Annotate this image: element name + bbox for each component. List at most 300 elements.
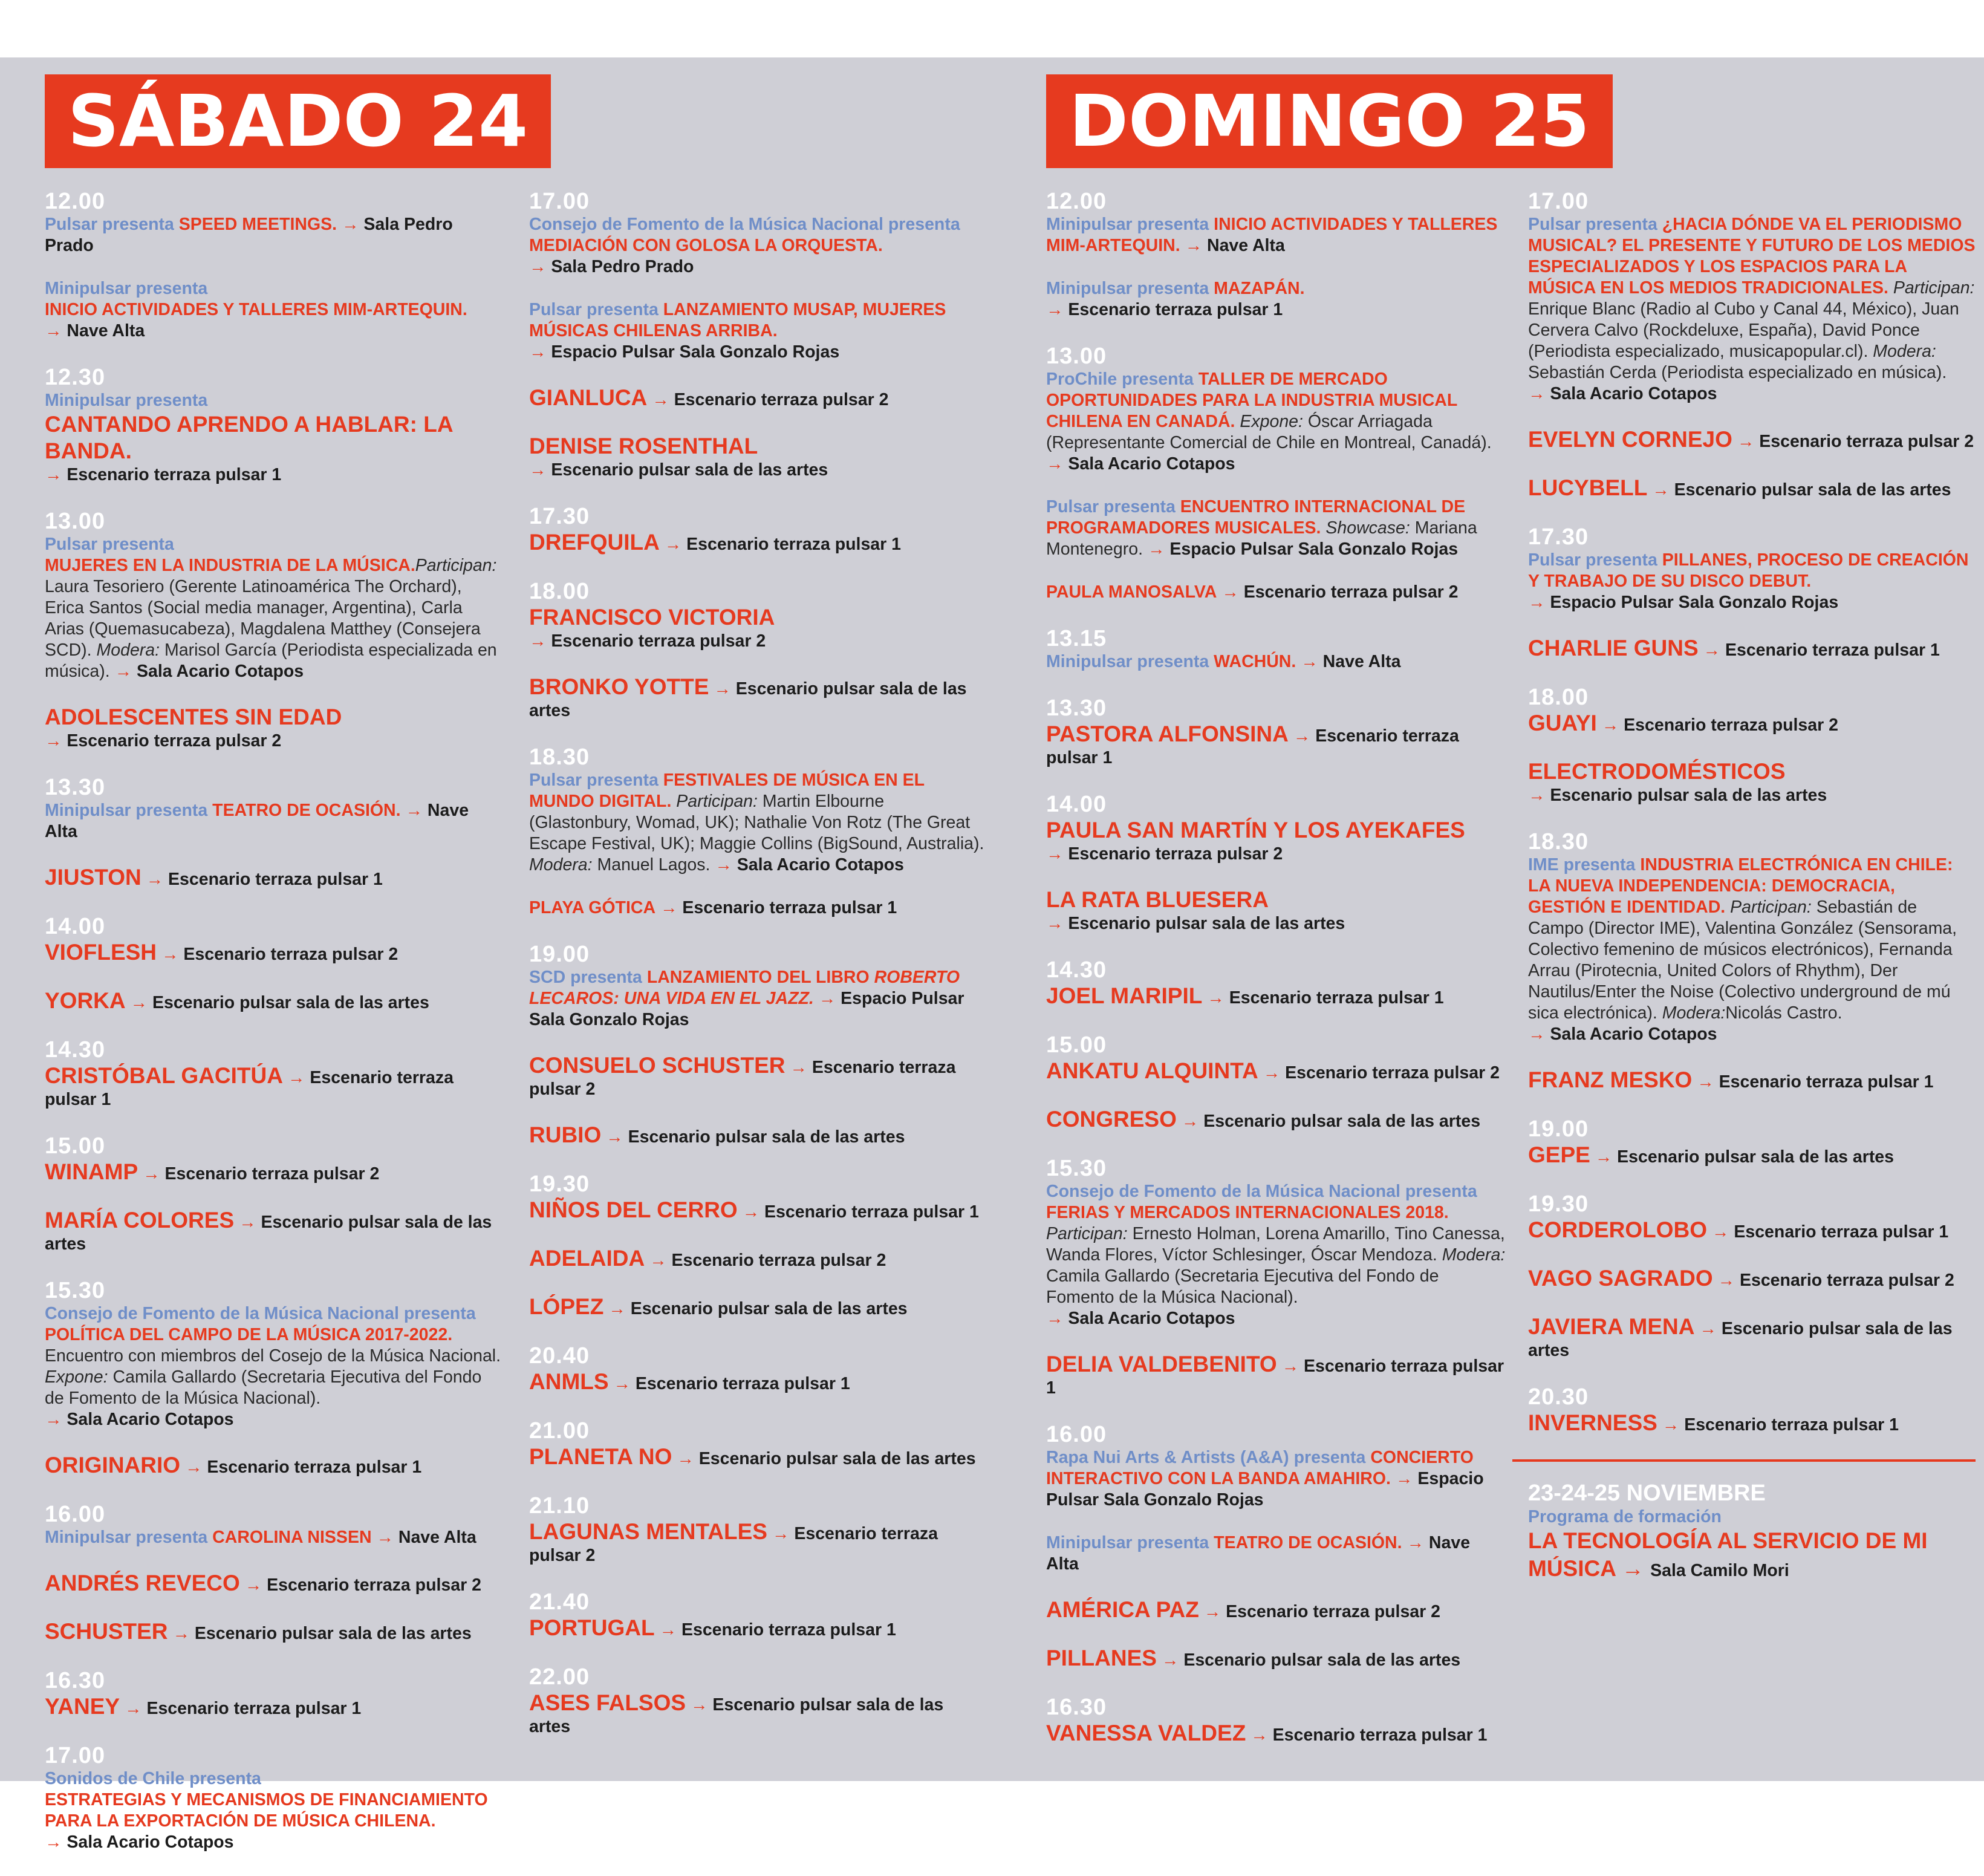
event-title: ¿HACIA DÓNDE VA EL PERIODISMO MUSICAL? EL PRESENTE Y FUTURO DE LOS MEDIOS ESPECIALIZADOS Y LOS ESPACIOS PARA LA MÚSICA EN LOS MEDIOS TRADICIONALES.: [1528, 215, 1976, 298]
time-slot: [45, 509, 504, 752]
presenter-text: Minipulsar presenta: [1046, 215, 1214, 234]
presenter-text: SCD presenta: [529, 968, 647, 987]
artist-name: ANMLS: [529, 1369, 609, 1394]
venue-name: Escenario pulsar sala de las artes: [45, 1213, 492, 1254]
schedule-event: [529, 433, 989, 481]
venue-name: Escenario terraza pulsar 2: [671, 1251, 886, 1270]
venue-name: Escenario terraza pulsar 1: [1229, 988, 1444, 1008]
venue-name: Escenario terraza pulsar 2: [551, 631, 766, 651]
artist-name: RUBIO: [529, 1122, 602, 1147]
venue-name: Escenario terraza pulsar 2: [67, 731, 282, 751]
artist-name: JOEL MARIPIL: [1046, 983, 1203, 1008]
schedule-event: [1046, 1720, 1506, 1747]
detail-text: Camila Gallardo (Secretaria Ejecutiva del Fondo de Fomento de la Música Nacional).: [45, 1367, 482, 1408]
arrow-icon: →: [1717, 1271, 1735, 1290]
time-slot: [529, 1343, 989, 1395]
schedule-event: [45, 1768, 504, 1853]
detail-label: Modera:: [96, 640, 160, 660]
arrow-icon: →: [790, 1058, 807, 1077]
arrow-icon: →: [818, 989, 836, 1008]
artist-name: ANKATU ALQUINTA: [1046, 1058, 1258, 1083]
time-slot: [45, 1037, 504, 1110]
venue-name: Escenario pulsar sala de las artes: [1674, 480, 1951, 500]
arrow-icon: →: [649, 1251, 667, 1270]
schedule-event: [1046, 1058, 1506, 1084]
schedule-event: [529, 1052, 989, 1100]
schedule-event: [529, 385, 989, 411]
event-title: PLAYA GÓTICA: [529, 898, 656, 917]
artist-name: CONGRESO: [1046, 1107, 1177, 1132]
artist-name: CANTANDO APRENDO A HABLAR: LA BANDA.: [45, 412, 453, 463]
schedule-event: [45, 1570, 504, 1597]
time-label: 20.40: [529, 1343, 590, 1369]
time-slot: [529, 189, 989, 481]
venue-name: Espacio Pulsar Sala Gonzalo Rojas: [1046, 1469, 1484, 1510]
arrow-icon: →: [1161, 1650, 1179, 1670]
arrow-icon: →: [1528, 593, 1546, 612]
schedule-event: [529, 897, 989, 919]
event-title: CONCIERTO INTERACTIVO CON LA BANDA AMAHIRO.: [1046, 1448, 1474, 1488]
time-label: 16.30: [1046, 1695, 1107, 1720]
venue-name: Escenario terraza pulsar 1: [1684, 1415, 1899, 1435]
artist-name: MARÍA COLORES: [45, 1208, 235, 1233]
artist-name: JAVIERA MENA: [1528, 1314, 1695, 1339]
artist-name: GUAYI: [1528, 711, 1597, 735]
artist-name: VIOFLESH: [45, 940, 157, 965]
time-slot: [45, 914, 504, 1014]
arrow-icon: →: [652, 390, 669, 409]
venue-name: Sala Pedro Prado: [45, 215, 453, 255]
schedule-event: [1046, 214, 1506, 256]
artist-name: ADELAIDA: [529, 1246, 645, 1271]
time-label: 22.00: [529, 1664, 590, 1690]
detail-text: Camila Gallardo (Secretaria Ejecutiva del Fondo de Fomento de la Música Nacional).: [1046, 1266, 1439, 1307]
venue-name: Escenario terraza pulsar 2: [674, 390, 889, 409]
schedule-event: [529, 1369, 989, 1395]
arrow-icon: →: [1662, 1415, 1680, 1435]
venue-name: Escenario pulsar sala de las artes: [1183, 1650, 1461, 1670]
schedule-event: [45, 1207, 504, 1255]
event-title: LANZAMIENTO DEL LIBRO: [646, 968, 874, 987]
arrow-icon: →: [1703, 640, 1721, 660]
schedule-event: [529, 1615, 989, 1641]
venue-name: Escenario terraza pulsar 1: [1046, 1357, 1504, 1398]
arrow-icon: →: [114, 662, 132, 681]
schedule-event: [529, 1690, 989, 1738]
schedule-event: [1046, 1532, 1506, 1575]
arrow-icon: →: [1281, 1357, 1299, 1376]
schedule-event: [1046, 983, 1506, 1009]
day-title-saturday: SÁBADO 24: [45, 74, 551, 168]
presenter-text: Pulsar presenta: [45, 215, 179, 234]
arrow-icon: →: [1207, 988, 1225, 1008]
time-label: 14.30: [1046, 957, 1107, 983]
artist-name: LÓPEZ: [529, 1294, 604, 1319]
arrow-icon: →: [172, 1624, 190, 1643]
presenter-text: Minipulsar presenta: [45, 279, 208, 298]
detail-label: Participan:: [676, 792, 758, 811]
detail-text: Laura Tesoriero (Gerente Latinoamérica The Orchard), Erica Santos (Social media manager, Argentina), Carla Arias (Quemasucabeza), Magdalena Matthey (Consejera SCD).: [45, 577, 481, 660]
time-slot: [1528, 1384, 1976, 1436]
time-label: 15.30: [1046, 1156, 1107, 1181]
arrow-icon: →: [1621, 1556, 1644, 1581]
artist-name: GIANLUCA: [529, 385, 648, 410]
time-slot: [1046, 1695, 1506, 1747]
venue-name: Escenario pulsar sala de las artes: [529, 679, 967, 720]
venue-name: Escenario terraza pulsar 1: [1272, 1725, 1488, 1745]
artist-name: CHARLIE GUNS: [1528, 636, 1699, 660]
arrow-icon: →: [1528, 1024, 1546, 1044]
time-label: 14.00: [1046, 792, 1107, 817]
time-slot: [45, 1502, 504, 1645]
time-label: 19.30: [529, 1171, 590, 1197]
artist-name: ASES FALSOS: [529, 1690, 686, 1715]
schedule-event: [45, 1618, 504, 1645]
time-label: 16.30: [45, 1668, 106, 1693]
time-label: 16.00: [45, 1502, 106, 1527]
schedule-event: [529, 770, 989, 876]
arrow-icon: →: [1293, 726, 1311, 746]
event-title: TEATRO DE OCASIÓN.: [1214, 1533, 1402, 1552]
time-label: 15.00: [45, 1133, 106, 1159]
schedule-event: [529, 214, 989, 278]
arrow-icon: →: [529, 257, 547, 276]
schedule-column-sat-2: [529, 189, 989, 1760]
event-title: POLÍTICA DEL CAMPO DE LA MÚSICA 2017-2022.: [45, 1325, 453, 1344]
presenter-text: Pulsar presenta: [529, 770, 663, 790]
detail-label: Modera:: [1873, 342, 1936, 361]
time-label: 12.00: [1046, 189, 1107, 214]
artist-name: PASTORA ALFONSINA: [1046, 721, 1289, 746]
venue-name: Escenario terraza pulsar 1: [635, 1374, 850, 1393]
arrow-icon: →: [45, 731, 62, 751]
venue-name: Escenario terraza pulsar 1: [764, 1202, 979, 1222]
schedule-event: [45, 1303, 504, 1430]
schedule-event: [45, 1452, 504, 1479]
venue-name: Escenario terraza pulsar 2: [529, 1058, 956, 1099]
venue-name: Nave Alta: [398, 1528, 476, 1547]
presenter-text: Minipulsar presenta: [45, 391, 208, 410]
arrow-icon: →: [342, 215, 359, 234]
presenter-text: Pulsar presenta: [1046, 497, 1180, 516]
arrow-icon: →: [1301, 652, 1318, 671]
presenter-text: Sonidos de Chile presenta: [45, 1769, 261, 1788]
detail-text: Encuentro con miembros del Cosejo de la Música Nacional.: [45, 1346, 501, 1366]
arrow-icon: →: [529, 342, 547, 362]
arrow-icon: →: [1711, 1222, 1729, 1242]
venue-name: Escenario terraza pulsar 2: [1759, 432, 1974, 451]
event-title: PAULA MANOSALVA: [1046, 582, 1217, 602]
event-title: MUJERES EN LA INDUSTRIA DE LA MÚSICA.: [45, 556, 415, 575]
venue-name: Sala Acario Cotapos: [137, 662, 304, 681]
venue-name: Espacio Pulsar Sala Gonzalo Rojas: [551, 342, 840, 362]
arrow-icon: →: [244, 1575, 262, 1595]
artist-name: PAULA SAN MARTÍN Y LOS AYEKAFES: [1046, 818, 1465, 842]
time-label: 12.30: [45, 365, 106, 390]
schedule-event: [1528, 214, 1976, 405]
presenter-text: Pulsar presenta: [529, 300, 663, 319]
artist-name: VAGO SAGRADO: [1528, 1266, 1713, 1291]
time-label: 14.00: [45, 914, 106, 939]
schedule-event: [1046, 817, 1506, 865]
venue-name: Sala Acario Cotapos: [1550, 1024, 1717, 1044]
time-label: 17.00: [529, 189, 590, 214]
arrow-icon: →: [690, 1695, 708, 1715]
arrow-icon: →: [45, 1832, 62, 1852]
arrow-icon: →: [45, 321, 62, 340]
venue-name: Escenario terraza pulsar 1: [682, 898, 897, 917]
venue-name: Escenario terraza pulsar 1: [1734, 1222, 1949, 1242]
schedule-event: [529, 1122, 989, 1148]
footer-divider: [1512, 1459, 1976, 1462]
artist-name: NIÑOS DEL CERRO: [529, 1197, 738, 1222]
detail-text: Sebastián Cerda (Periodista especializado en música).: [1528, 363, 1947, 382]
arrow-icon: →: [125, 1699, 142, 1718]
arrow-icon: →: [161, 945, 179, 964]
venue-name: Sala Acario Cotapos: [737, 855, 904, 874]
schedule-event: [45, 939, 504, 966]
arrow-icon: →: [1203, 1602, 1221, 1621]
time-label: 15.00: [1046, 1032, 1107, 1058]
event-title: SPEED MEETINGS.: [178, 215, 337, 234]
artist-name: PLANETA NO: [529, 1444, 672, 1469]
arrow-icon: →: [529, 631, 547, 651]
time-label: 21.40: [529, 1589, 590, 1615]
artist-name: GEPE: [1528, 1142, 1590, 1167]
venue-name: Escenario terraza pulsar 1: [168, 870, 383, 889]
venue-name: Escenario pulsar sala de las artes: [551, 460, 828, 480]
arrow-icon: →: [1181, 1112, 1199, 1131]
presenter-text: Minipulsar presenta: [45, 1528, 213, 1547]
arrow-icon: →: [660, 898, 678, 917]
schedule-event: [1528, 550, 1976, 613]
venue-name: Nave Alta: [67, 321, 145, 340]
event-title: MAZAPÁN.: [1214, 279, 1305, 298]
venue-name: Escenario terraza pulsar 1: [207, 1457, 422, 1477]
venue-name: Escenario terraza pulsar 1: [67, 465, 282, 484]
schedule-event: [45, 534, 504, 682]
venue-name: Escenario terraza pulsar 2: [164, 1164, 380, 1184]
footer-dates: 23-24-25 NOVIEMBRE: [1528, 1480, 1766, 1506]
presenter-text: Consejo de Fomento de la Música Nacional presenta: [1046, 1182, 1477, 1201]
training-program-footer: [1528, 1480, 1976, 1585]
schedule-event: [529, 529, 989, 556]
event-title: TEATRO DE OCASIÓN.: [212, 801, 401, 820]
time-slot: [45, 775, 504, 891]
detail-label: Showcase:: [1325, 518, 1410, 538]
schedule-event: [1528, 1142, 1976, 1168]
time-slot: [45, 1743, 504, 1853]
venue-name: Escenario terraza pulsar 1: [1046, 726, 1459, 767]
schedule-event: [1046, 887, 1506, 934]
venue-name: Escenario pulsar sala de las artes: [1617, 1147, 1895, 1167]
event-title: INICIO ACTIVIDADES Y TALLERES MIM-ARTEQUIN.: [45, 300, 467, 319]
time-label: 13.00: [45, 509, 106, 534]
time-slot: [529, 504, 989, 556]
artist-name: YANEY: [45, 1694, 120, 1719]
arrow-icon: →: [1601, 715, 1619, 735]
artist-name: ADOLESCENTES SIN EDAD: [45, 705, 342, 729]
schedule-column-sun-2: [1528, 189, 1976, 1585]
time-slot: [1528, 189, 1976, 501]
schedule-event: [529, 1197, 989, 1223]
arrow-icon: →: [1263, 1063, 1281, 1083]
artist-name: LA RATA BLUESERA: [1046, 887, 1269, 912]
schedule-event: [1046, 1597, 1506, 1623]
artist-name: CORDEROLOBO: [1528, 1217, 1707, 1242]
detail-label: Participan:: [1046, 1224, 1128, 1243]
venue-name: Escenario terraza pulsar 1: [1725, 640, 1940, 660]
arrow-icon: →: [1251, 1725, 1268, 1745]
artist-name: EVELYN CORNEJO: [1528, 427, 1732, 452]
arrow-icon: →: [664, 535, 682, 554]
venue-name: Escenario pulsar sala de las artes: [1203, 1112, 1481, 1131]
venue-name: Sala Acario Cotapos: [1068, 454, 1235, 474]
schedule-event: [1046, 278, 1506, 321]
event-title: LANZAMIENTO MUSAP, MUJERES MÚSICAS CHILENAS ARRIBA.: [529, 300, 946, 340]
schedule-event: [45, 1159, 504, 1185]
time-slot: [1528, 1191, 1976, 1361]
detail-text: Óscar Arriagada (Representante Comercial de Chile en Montreal, Canadá).: [1046, 412, 1492, 452]
arrow-icon: →: [1046, 1309, 1064, 1328]
time-label: 18.00: [1528, 685, 1589, 710]
venue-name: Escenario pulsar sala de las artes: [630, 1299, 908, 1318]
event-title-italic: ROBERTO LECAROS: UNA VIDA EN EL JAZZ.: [529, 968, 960, 1008]
time-label: 19.00: [529, 942, 590, 967]
venue-name: Escenario terraza pulsar 1: [686, 535, 902, 554]
schedule-event: [1046, 1351, 1506, 1399]
arrow-icon: →: [659, 1620, 677, 1640]
time-label: 18.30: [1528, 829, 1589, 855]
artist-name: ANDRÉS REVECO: [45, 1571, 240, 1595]
schedule-event: [45, 1527, 504, 1548]
artist-name: FRANZ MESKO: [1528, 1067, 1693, 1092]
time-slot: [1046, 626, 1506, 673]
detail-text: [1888, 278, 1893, 298]
time-label: 17.30: [1528, 524, 1589, 550]
time-slot: [45, 1668, 504, 1720]
arrow-icon: →: [130, 993, 148, 1012]
artist-name: INVERNESS: [1528, 1410, 1657, 1435]
schedule-event: [1528, 1314, 1976, 1361]
schedule-event: [529, 674, 989, 721]
time-label: 17.00: [45, 1743, 106, 1768]
arrow-icon: →: [677, 1449, 694, 1468]
venue-name: Espacio Pulsar Sala Gonzalo Rojas: [1169, 539, 1459, 559]
time-slot: [1046, 344, 1506, 603]
schedule-event: [45, 1063, 504, 1110]
time-label: 20.30: [1528, 1384, 1589, 1410]
schedule-column-sat-1: [45, 189, 504, 1876]
venue-name: Escenario pulsar sala de las artes: [1068, 914, 1345, 933]
time-slot: [529, 1171, 989, 1320]
event-title: ESTRATEGIAS Y MECANISMOS DE FINANCIAMIENTO PARA LA EXPORTACIÓN DE MÚSICA CHILENA.: [45, 1790, 488, 1831]
arrow-icon: →: [714, 679, 731, 699]
venue-name: Nave Alta: [1206, 236, 1285, 255]
event-title: MEDIACIÓN CON GOLOSA LA ORQUESTA.: [529, 236, 883, 255]
detail-label: Modera:: [1662, 1003, 1726, 1023]
venue-name: Nave Alta: [45, 801, 469, 841]
artist-name: PORTUGAL: [529, 1615, 655, 1640]
venue-name: Escenario terraza pulsar 2: [1226, 1602, 1441, 1621]
venue-name: Escenario terraza pulsar 2: [1068, 844, 1283, 864]
venue-name: Escenario terraza pulsar 2: [529, 1524, 938, 1565]
time-label: 13.15: [1046, 626, 1107, 651]
venue-name: Escenario terraza pulsar 2: [267, 1575, 481, 1595]
arrow-icon: →: [1697, 1072, 1714, 1092]
venue-name: Escenario terraza pulsar 1: [681, 1620, 896, 1640]
venue-name: Escenario pulsar sala de las artes: [529, 1695, 944, 1736]
arrow-icon: →: [772, 1524, 790, 1543]
event-title: FESTIVALES DE MÚSICA EN EL MUNDO DIGITAL.: [529, 770, 925, 811]
artist-name: WINAMP: [45, 1159, 138, 1184]
time-label: 19.00: [1528, 1116, 1589, 1142]
time-slot: [1046, 1422, 1506, 1672]
detail-label: Participan:: [1893, 278, 1975, 298]
schedule-event: [1528, 1217, 1976, 1243]
arrow-icon: →: [1046, 300, 1064, 319]
schedule-event: [1528, 1265, 1976, 1292]
venue-name: Escenario pulsar sala de las artes: [194, 1624, 472, 1643]
schedule-event: [1528, 475, 1976, 501]
time-slot: [529, 1493, 989, 1566]
artist-name: PILLANES: [1046, 1646, 1157, 1670]
venue-name: Sala Acario Cotapos: [67, 1832, 234, 1852]
venue-name: Escenario terraza pulsar 1: [45, 1068, 454, 1109]
schedule-event: [45, 704, 504, 752]
time-label: 17.00: [1528, 189, 1589, 214]
arrow-icon: →: [608, 1299, 626, 1318]
detail-text: Nicolás Castro.: [1725, 1003, 1843, 1023]
schedule-event: [1046, 1181, 1506, 1329]
artist-name: AMÉRICA PAZ: [1046, 1597, 1199, 1622]
schedule-event: [45, 214, 504, 256]
event-title: FERIAS Y MERCADOS INTERNACIONALES 2018.: [1046, 1203, 1449, 1222]
time-label: 13.00: [1046, 344, 1107, 369]
footer-title: LA TECNOLOGÍA AL SERVICIO DE MI MÚSICA: [1528, 1528, 1928, 1581]
detail-text: Enrique Blanc (Radio al Cubo y Canal 44, México), Juan Cervera Calvo (Rockdeluxe, España), David Ponce (Periodista especializado, musicapopular.cl).: [1528, 299, 1959, 361]
arrow-icon: →: [1046, 454, 1064, 474]
detail-label: Participan:: [1730, 897, 1812, 917]
schedule-event: [1046, 582, 1506, 603]
time-label: 19.30: [1528, 1191, 1589, 1217]
day-title-sunday: DOMINGO 25: [1046, 74, 1613, 168]
schedule-event: [1528, 758, 1976, 806]
arrow-icon: →: [606, 1127, 623, 1147]
time-slot: [45, 189, 504, 342]
arrow-icon: →: [1528, 384, 1546, 403]
detail-label: Participan:: [415, 556, 497, 575]
venue-name: Escenario terraza pulsar 1: [1719, 1072, 1934, 1092]
schedule-event: [1046, 369, 1506, 475]
presenter-text: Minipulsar presenta: [1046, 1533, 1214, 1552]
detail-text: Martin Elbourne (Glastonbury, Womad, UK); Nathalie Von Rotz (The Great Escape Festival, UK); Maggie Collins (BigSound, Australia).: [529, 792, 984, 853]
time-slot: [1046, 695, 1506, 769]
presenter-text: Consejo de Fomento de la Música Nacional presenta: [529, 215, 960, 234]
schedule-event: [45, 988, 504, 1014]
schedule-column-sun-1: [1046, 189, 1506, 1770]
time-label: 14.30: [45, 1037, 106, 1063]
time-slot: [45, 365, 504, 486]
arrow-icon: →: [742, 1202, 760, 1222]
arrow-icon: →: [1046, 914, 1064, 933]
schedule-event: [529, 299, 989, 363]
time-slot: [1046, 957, 1506, 1009]
arrow-icon: →: [146, 870, 164, 889]
schedule-event: [1528, 1410, 1976, 1436]
schedule-event: [1046, 1106, 1506, 1133]
time-label: 16.00: [1046, 1422, 1107, 1447]
